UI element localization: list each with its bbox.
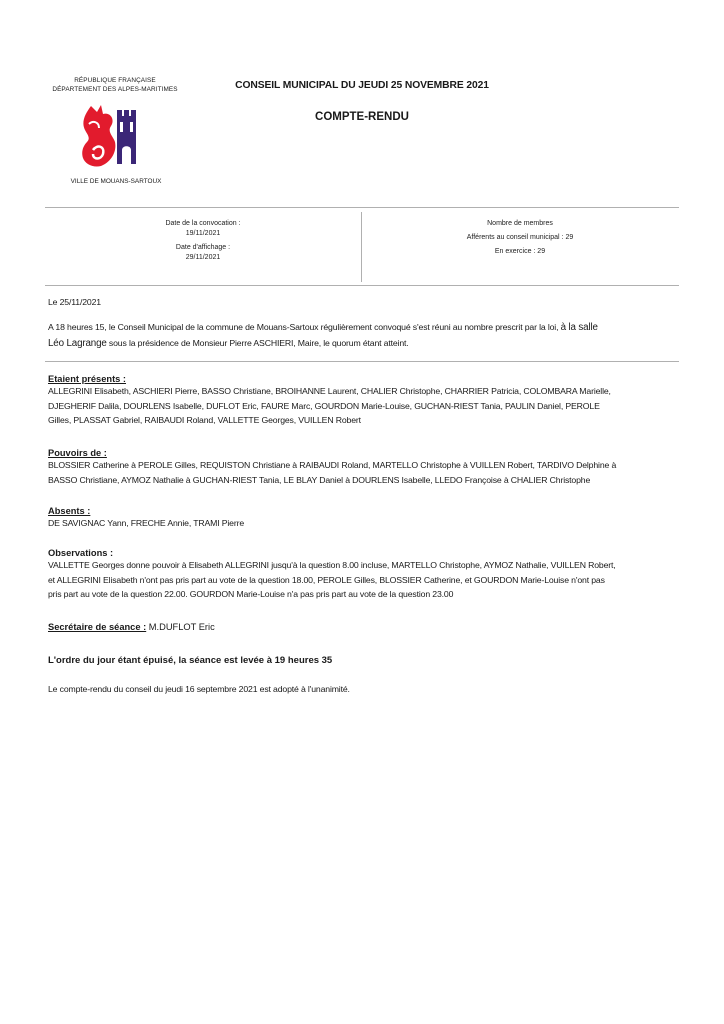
- members-afferents: Afférents au conseil municipal : 29: [466, 234, 574, 241]
- pouvoirs-line-1: BLOSSIER Catherine à PEROLE Gilles, REQUISTON Christiane à RAIBAUDI Roland, MARTELLO Christophe à VUILLEN Robert, TARDIVO Delphine à: [48, 460, 617, 470]
- republic-text: RÉPUBLIQUE FRANÇAISE: [74, 77, 156, 84]
- present-line-3: Gilles, PLASSAT Gabriel, RAIBAUDI Roland, VALLETTE Georges, VUILLEN Robert: [48, 415, 361, 425]
- intro-text-before: A 18 heures 15, le Conseil Municipal de la commune de Mouans-Sartoux régulièrement convoqué s'est réuni au nombre prescrit par la loi,: [48, 322, 561, 332]
- info-box-bottom-rule: [45, 285, 679, 286]
- info-box-top-rule: [45, 207, 679, 208]
- document-title: COMPTE-RENDU: [315, 111, 409, 123]
- absents-line-1: DE SAVIGNAC Yann, FRECHE Annie, TRAMI Pierre: [48, 518, 245, 528]
- session-date: Le 25/11/2021: [48, 297, 101, 307]
- intro-paragraph: [48, 320, 680, 351]
- present-heading: Etaient présents :: [48, 374, 127, 384]
- present-line-2: DJEGHERIF Dalila, DOURLENS Isabelle, DUFLOT Eric, FAURE Marc, GOURDON Marie-Louise, GUCHAN-RIEST Tania, PAULIN Daniel, PEROLE: [48, 400, 600, 411]
- present-line-1: ALLEGRINI Elisabeth, ASCHIERI Pierre, BASSO Christiane, BROIHANNE Laurent, CHALIER Christophe, CHARRIER Patricia, COLOMBARA Marielle,: [48, 386, 611, 396]
- department-text: DÉPARTEMENT DES ALPES-MARITIMES: [52, 86, 178, 93]
- header-republic-block: [45, 76, 185, 94]
- observations-line-2: et ALLEGRINI Elisabeth n'ont pas pris part au vote de la question 18.00, PEROLE Gilles, BLOSSIER Catherine, et GOURDON Marie-Louise n'ont pas: [48, 574, 605, 585]
- observations-heading: Observations :: [48, 548, 114, 558]
- convocation-label: Date de la convocation :: [165, 220, 241, 227]
- observations-line-3: pris part au vote de la question 22.00. GOURDON Marie-Louise n'a pas pris part au vote de la question 23.00: [48, 589, 454, 599]
- members-exercice: En exercice : 29: [494, 248, 546, 255]
- observations-line-1: VALLETTE Georges donne pouvoir à Elisabeth ALLEGRINI jusqu'à la question 8.00 incluse, MARTELLO Christophe, AYMOZ Nathalie, VUILLEN Robert,: [48, 560, 616, 570]
- intro-venue-b: Léo Lagrange: [48, 337, 107, 349]
- pouvoirs-line-2: BASSO Christiane, AYMOZ Nathalie à GUCHAN-RIEST Tania, LE BLAY Daniel à DOURLENS Isabelle, LLEDO Françoise à CHALIER Christophe: [48, 474, 591, 485]
- affichage-date: 29/11/2021: [185, 254, 221, 261]
- intro-text-after: sous la présidence de Monsieur Pierre ASCHIERI, Maire, le quorum étant atteint.: [106, 337, 409, 348]
- pouvoirs-section: [48, 448, 688, 487]
- info-box-divider: [361, 212, 362, 282]
- convocation-block: [148, 219, 258, 263]
- absents-section: [48, 506, 688, 531]
- city-logo: [77, 102, 141, 172]
- city-logo-image: [77, 102, 141, 172]
- affichage-label: Date d'affichage :: [175, 244, 231, 251]
- pouvoirs-heading: Pouvoirs de :: [48, 448, 107, 458]
- members-block: [440, 219, 600, 257]
- meeting-title: CONSEIL MUNICIPAL DU JEUDI 25 NOVEMBRE 2021: [235, 80, 489, 91]
- city-name: VILLE DE MOUANS-SARTOUX: [70, 178, 162, 185]
- members-label: Nombre de membres: [487, 220, 553, 227]
- section-rule: [45, 361, 679, 362]
- intro-venue-a: à la salle: [560, 322, 598, 333]
- absents-heading: Absents :: [48, 506, 91, 516]
- closing-adoption: Le compte-rendu du conseil du jeudi 16 septembre 2021 est adopté à l'unanimité.: [48, 684, 350, 694]
- secretaire-name: M.DUFLOT Eric: [146, 622, 215, 632]
- present-section: [48, 374, 688, 428]
- closing-ordre: L'ordre du jour étant épuisé, la séance est levée à 19 heures 35: [48, 655, 333, 666]
- secretaire-line: [48, 622, 688, 632]
- observations-section: [48, 548, 688, 602]
- secretaire-label: Secrétaire de séance :: [48, 622, 147, 632]
- convocation-date: 19/11/2021: [185, 230, 221, 237]
